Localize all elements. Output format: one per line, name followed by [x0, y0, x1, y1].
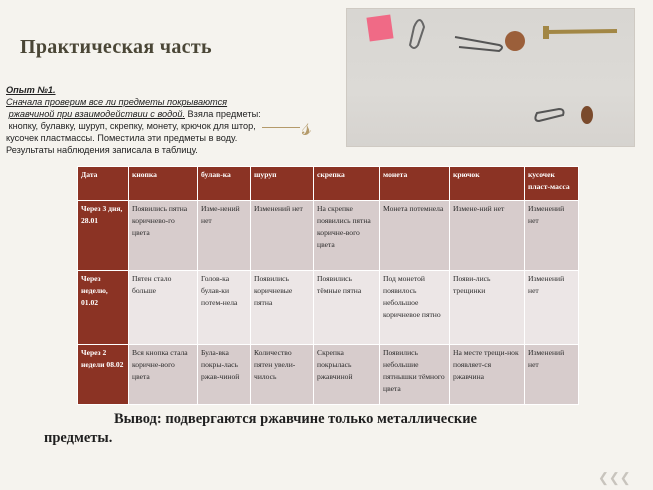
header-coin: монета — [380, 167, 450, 201]
objects-photo — [346, 8, 635, 147]
table-cell: Под монетой появилось небольшое коричневое пятно — [380, 271, 450, 345]
table-row — [78, 345, 579, 405]
intro-line-5: Результаты наблюдения записала в таблицу. — [6, 145, 198, 155]
intro-line-1: Сначала проверим все ли предметы покрываются — [6, 97, 228, 107]
table-row — [78, 201, 579, 271]
table-cell: Количество пятен увели-чилось — [251, 345, 314, 405]
table-cell: Измене-ний нет — [450, 201, 525, 271]
header-paperclip: скрепка — [314, 167, 380, 201]
table-cell: Изменений нет — [525, 345, 579, 405]
next-slide-arrow-icon[interactable]: ❮❮❮ — [598, 470, 631, 485]
intro-line-3: кнопку, булавку, шуруп, скрепку, монету, крючок для штор, — [8, 121, 256, 131]
header-screw: шуруп — [251, 167, 314, 201]
table-cell: На месте трещи-нок появляет-ся ржавчина — [450, 345, 525, 405]
table-cell: Голов-ка булав-ки потем-нела — [198, 271, 251, 345]
intro-line-2-underlined: ржавчиной при взаимодействии с водой. — [8, 109, 185, 119]
conclusion — [44, 410, 564, 448]
slide-title: Практическая часть — [20, 36, 212, 58]
table-cell: Через 2 недели 08.02 — [78, 345, 129, 405]
header-date: Дата — [78, 167, 129, 201]
decorative-curl-icon: 𝓈 — [302, 112, 312, 141]
header-hook: крючок — [450, 167, 525, 201]
table-cell: На скрепке появились пятна коричне-вого цвета — [314, 201, 380, 271]
table-cell: Через неделю, 01.02 — [78, 271, 129, 345]
experiment-heading: Опыт №1. — [6, 85, 56, 95]
table-cell: Изме-нений нет — [198, 201, 251, 271]
objects-photo-illustration — [347, 9, 634, 146]
table-cell: Появились тёмные пятна — [314, 271, 380, 345]
table-header-row — [78, 167, 579, 201]
header-plastic: кусочек пласт-масса — [525, 167, 579, 201]
table-cell: Через 3 дня, 28.01 — [78, 201, 129, 271]
table-cell: Вся кнопка стала коричне-вого цвета — [129, 345, 198, 405]
table-cell: Появились коричневые пятна — [251, 271, 314, 345]
table-cell: Монета потемнела — [380, 201, 450, 271]
results-table — [77, 166, 579, 405]
intro-line-4: кусочек пластмассы. Поместила эти предметы в воду. — [6, 133, 238, 143]
experiment-description — [6, 84, 296, 156]
table-cell: Появились пятна коричнево-го цвета — [129, 201, 198, 271]
table-cell: Появились небольшие пятнышки тёмного цвета — [380, 345, 450, 405]
conclusion-line-2: предметы. — [44, 430, 113, 446]
table-cell: Изменений нет — [525, 271, 579, 345]
table-cell: Появи-лись трещинки — [450, 271, 525, 345]
header-safety-pin: булав-ка — [198, 167, 251, 201]
table-cell: Изменений нет — [251, 201, 314, 271]
conclusion-line-1: Вывод: подвергаются ржавчине только металлические — [114, 411, 477, 427]
table-cell: Пятен стало больше — [129, 271, 198, 345]
table-cell: Була-вка покры-лась ржав-чиной — [198, 345, 251, 405]
table-cell: Скрепка покрылась ржавчиной — [314, 345, 380, 405]
table-row — [78, 271, 579, 345]
intro-line-2: Взяла предметы: — [185, 109, 261, 119]
table-cell: Изменений нет — [525, 201, 579, 271]
header-pin: кнопка — [129, 167, 198, 201]
